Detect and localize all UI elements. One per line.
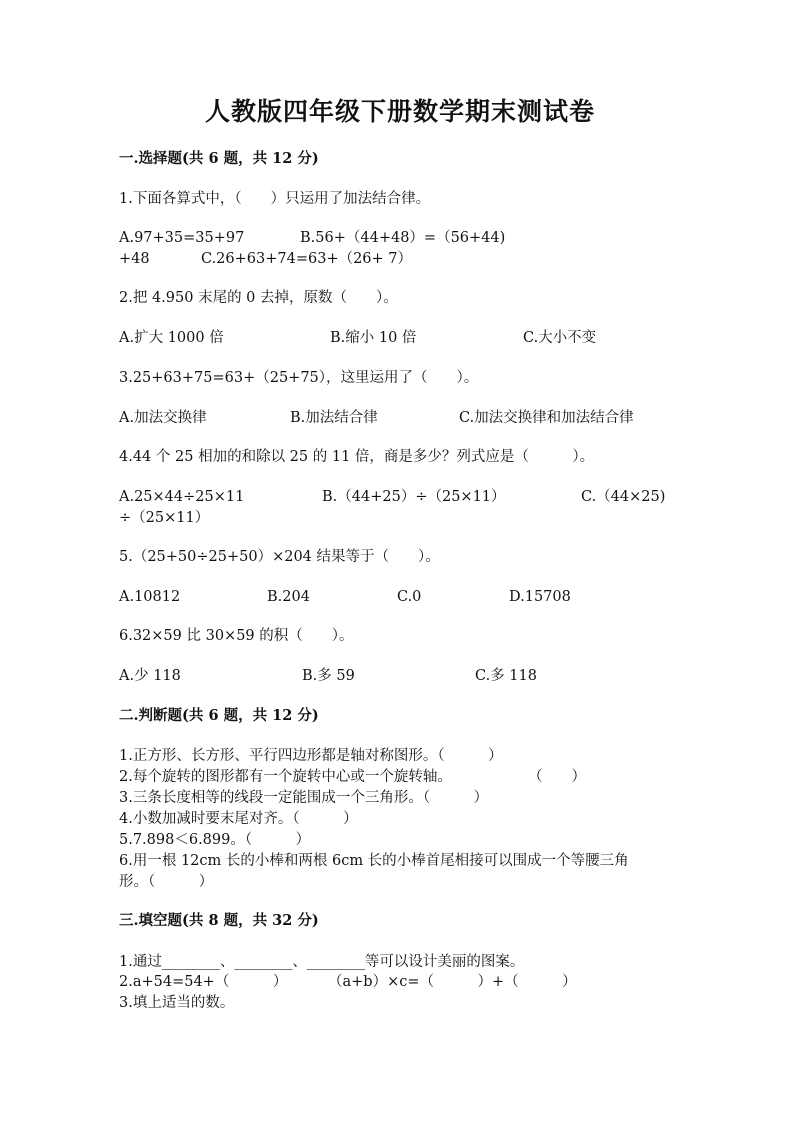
question-5-option-a: A.10812 bbox=[119, 589, 181, 605]
judge-item-6: 6.用一根 12cm 长的小棒和两根 6cm 长的小棒首尾相接可以围成一个等腰三角 bbox=[119, 853, 629, 869]
question-4-option-b: B.（44+25）÷（25×11） bbox=[322, 489, 506, 505]
judge-item-6-cont: 形。（ ） bbox=[119, 874, 214, 890]
question-1-option-c: C.26+63+74=63+（26+ 7） bbox=[201, 251, 413, 267]
question-2-option-b: B.缩小 10 倍 bbox=[330, 330, 417, 346]
question-4-option-c: C.（44×25) bbox=[581, 489, 666, 505]
question-4-option-c-cont: ÷（25×11） bbox=[119, 510, 210, 526]
question-1-stem: 1.下面各算式中，（ ）只运用了加法结合律。 bbox=[119, 191, 431, 207]
question-2-option-a: A.扩大 1000 倍 bbox=[119, 330, 224, 346]
question-4-stem: 4.44 个 25 相加的和除以 25 的 11 倍，商是多少？列式应是（ ）。 bbox=[119, 449, 595, 465]
question-6-stem: 6.32×59 比 30×59 的积（ ）。 bbox=[119, 628, 354, 644]
judge-item-1: 1.正方形、长方形、平行四边形都是轴对称图形。（ ） bbox=[119, 748, 503, 764]
section-2-heading: 二.判断题(共 6 题，共 12 分) bbox=[119, 707, 319, 724]
judge-item-2: 2.每个旋转的图形都有一个旋转中心或一个旋转轴。 bbox=[119, 769, 452, 785]
question-5-option-d: D.15708 bbox=[509, 589, 571, 605]
question-5-option-c: C.0 bbox=[397, 589, 422, 605]
fill-question-3: 3.填上适当的数。 bbox=[119, 995, 235, 1011]
judge-item-4: 4.小数加减时要末尾对齐。（ ） bbox=[119, 811, 358, 827]
judge-item-5: 5.7.898＜6.899。（ ） bbox=[119, 832, 311, 848]
fill-question-2b: （a+b）×c=（ ）+（ ） bbox=[328, 974, 577, 990]
question-1-option-b: B.56+（44+48）=（56+44) bbox=[300, 230, 506, 246]
page-title: 人教版四年级下册数学期末测试卷 bbox=[204, 97, 595, 126]
judge-item-3: 3.三条长度相等的线段一定能围成一个三角形。（ ） bbox=[119, 790, 489, 806]
question-5-option-b: B.204 bbox=[267, 589, 310, 605]
question-2-option-c: C.大小不变 bbox=[523, 330, 597, 346]
question-5-stem: 5.（25+50÷25+50）×204 结果等于（ ）。 bbox=[119, 549, 440, 565]
question-3-option-b: B.加法结合律 bbox=[290, 410, 378, 426]
question-2-stem: 2.把 4.950 末尾的 0 去掉，原数（ ）。 bbox=[119, 290, 398, 306]
fill-question-2a: 2.a+54=54+（ ） bbox=[119, 974, 288, 990]
question-6-option-a: A.少 118 bbox=[119, 668, 181, 684]
question-6-option-b: B.多 59 bbox=[302, 668, 355, 684]
question-3-option-a: A.加法交换律 bbox=[119, 410, 207, 426]
question-3-stem: 3.25+63+75=63+（25+75），这里运用了（ ）。 bbox=[119, 370, 479, 386]
question-4-option-a: A.25×44÷25×11 bbox=[119, 489, 245, 505]
fill-question-1: 1.通过________、________、________等可以设计美丽的图案。 bbox=[119, 954, 525, 970]
question-1-option-b-cont: +48 bbox=[119, 251, 150, 267]
section-1-heading: 一.选择题(共 6 题，共 12 分) bbox=[119, 150, 319, 167]
question-1-option-a: A.97+35=35+97 bbox=[119, 230, 245, 246]
judge-item-2-paren: （ ） bbox=[528, 769, 586, 785]
question-6-option-c: C.多 118 bbox=[475, 668, 537, 684]
section-3-heading: 三.填空题(共 8 题，共 32 分) bbox=[119, 912, 319, 929]
question-3-option-c: C.加法交换律和加法结合律 bbox=[459, 410, 634, 426]
